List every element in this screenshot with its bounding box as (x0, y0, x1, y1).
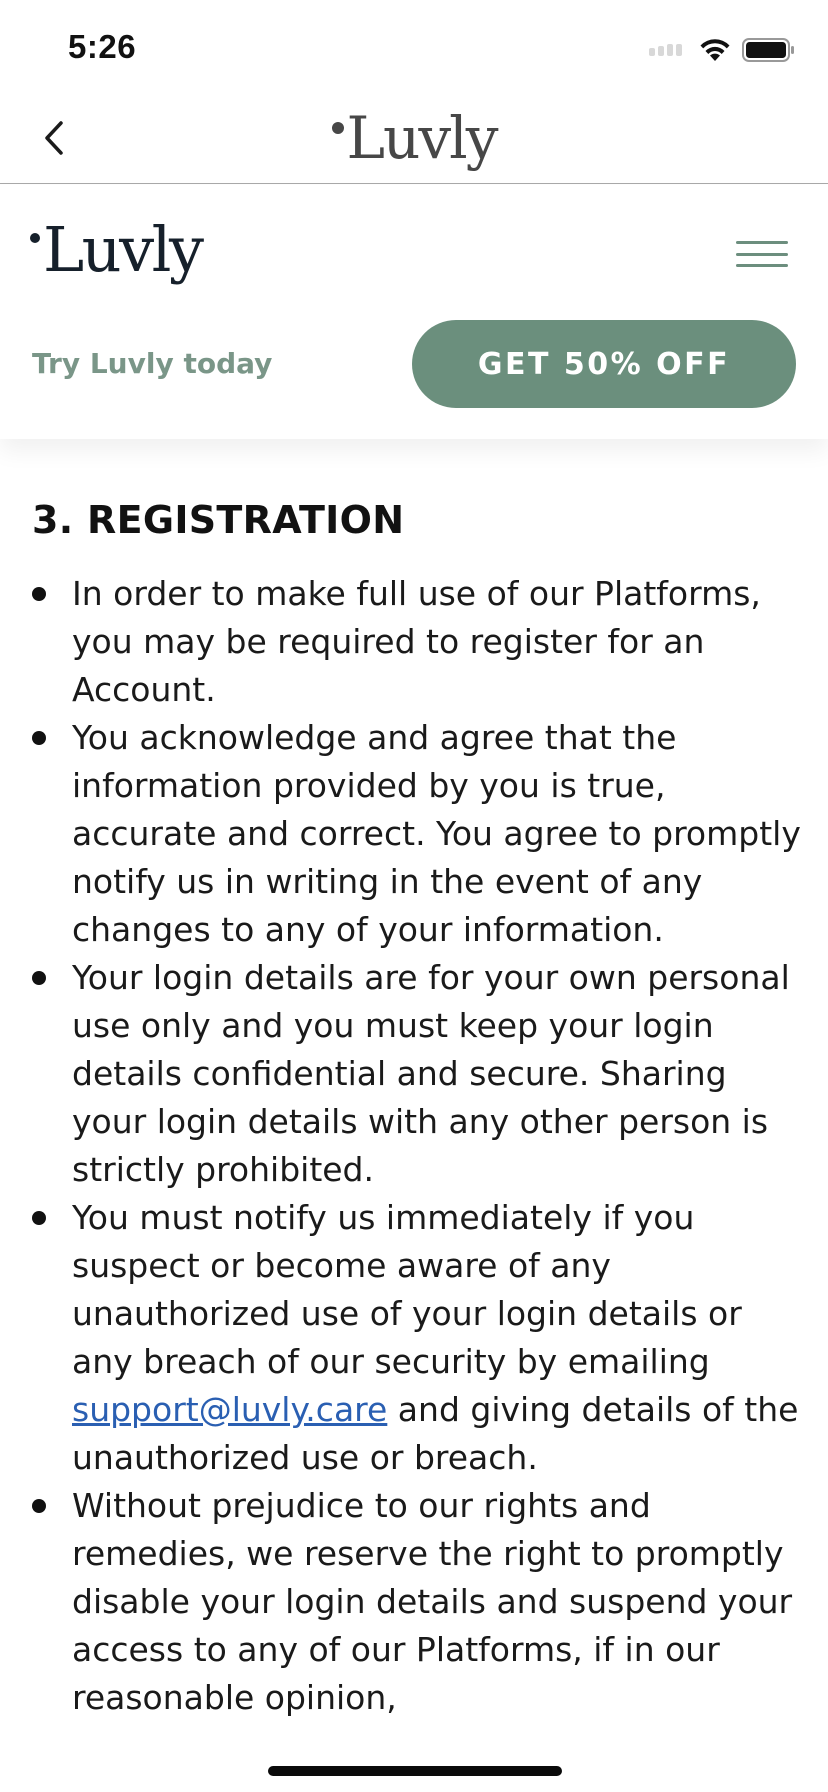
status-bar (0, 0, 828, 92)
terms-content (32, 490, 802, 1722)
list-item-text: You must notify us immediately if you suspect or become aware of any unauthorized use of your login details or any breach of our security by emailing (72, 1198, 742, 1381)
status-time: 5:26 (68, 28, 137, 65)
logo-dot (30, 233, 40, 243)
header-logo-text: Luvly (346, 104, 497, 172)
site-logo[interactable] (30, 213, 202, 286)
try-luvly-label: Try Luvly today (32, 347, 273, 380)
list-item: Your login details are for your own personal use only and you must keep your login details confidential and secure. Sharing your login details with any other person is strictly prohibited. (32, 954, 802, 1194)
list-item: In order to make full use of our Platforms, you may be required to register for an Account. (32, 570, 802, 714)
logo-dot (332, 122, 344, 134)
list-item (32, 1194, 802, 1482)
list-item-text: and giving details of the unauthorized use or breach. (72, 1390, 799, 1477)
status-icons (649, 34, 796, 66)
get-discount-button[interactable]: GET 50% OFF (412, 320, 796, 408)
section-title: 3. REGISTRATION (32, 498, 405, 542)
signal-icon (649, 44, 682, 56)
site-logo-text: Luvly (43, 213, 202, 286)
bullet-list (32, 570, 802, 1722)
battery-icon (742, 37, 796, 63)
hamburger-menu-icon[interactable] (736, 237, 788, 271)
list-item: Without prejudice to our rights and remedies, we reserve the right to promptly disable your login details and suspend your access to any of our Platforms, if in our reasonable opinion, (32, 1482, 802, 1722)
site-header (0, 185, 828, 439)
home-indicator[interactable] (268, 1766, 562, 1776)
list-item: You acknowledge and agree that the information provided by you is true, accurate and correct. You agree to promptly notify us in writing in the event of any changes to any of your information. (32, 714, 802, 954)
header-logo (0, 92, 828, 184)
browser-header (0, 92, 828, 184)
wifi-icon (698, 37, 732, 63)
support-email-link[interactable]: support@luvly.care (72, 1390, 388, 1429)
